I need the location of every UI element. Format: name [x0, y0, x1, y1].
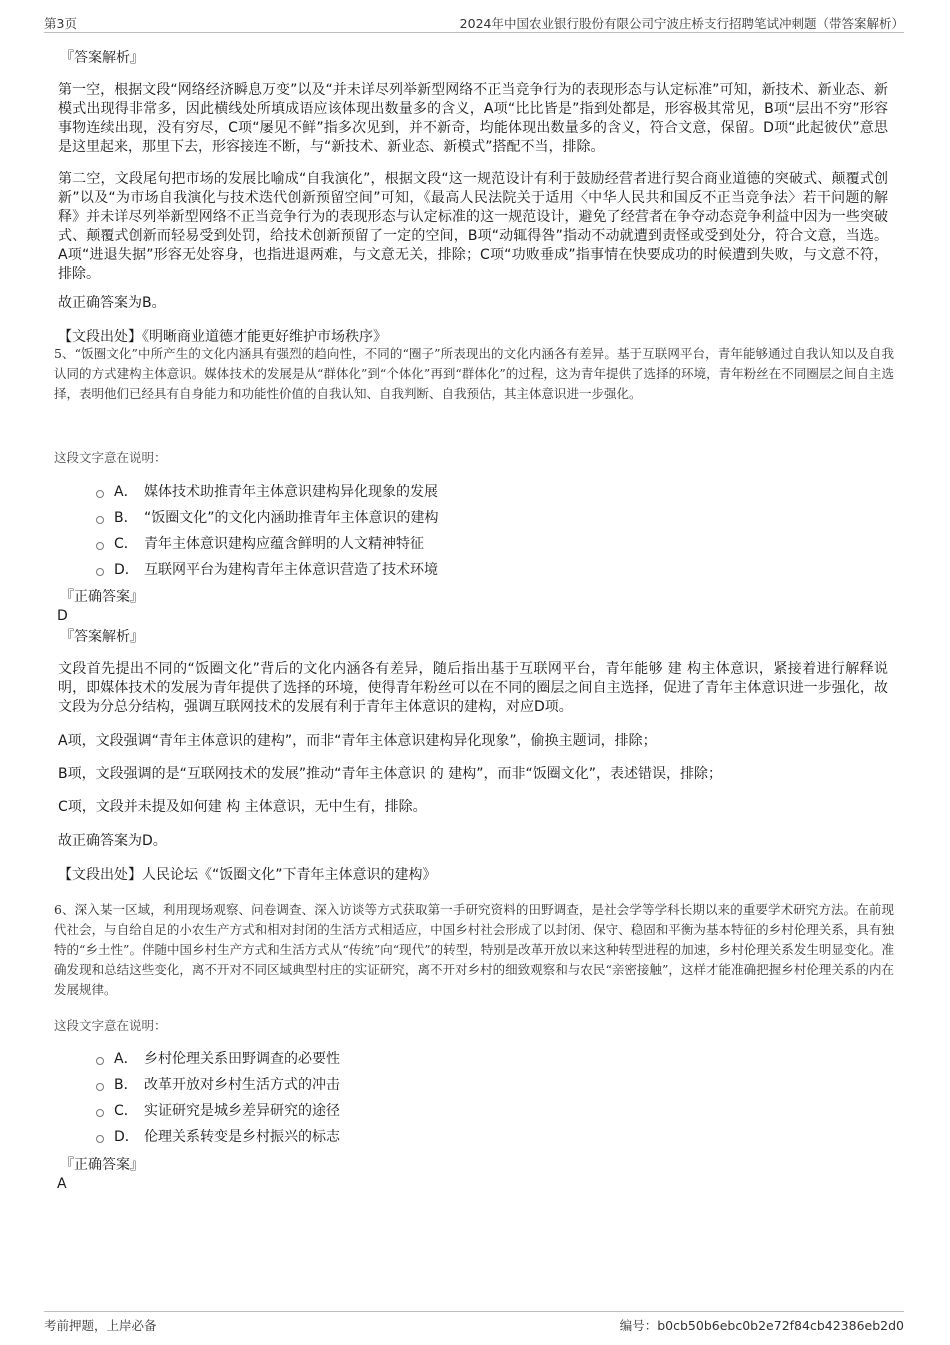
- option-text: 媒体技术助推青年主体意识建构异化现象的发展: [144, 484, 438, 500]
- q5-option-d[interactable]: [96, 559, 438, 581]
- footer-slogan: 考前押题，上岸必备: [44, 1318, 157, 1333]
- q5-prompt: 这段文字意在说明：: [54, 450, 167, 465]
- radio-button[interactable]: [96, 490, 104, 498]
- option-text: 乡村伦理关系田野调查的必要性: [144, 1051, 340, 1067]
- radio-button[interactable]: [96, 568, 104, 576]
- q5-stem: 5、“饭圈文化”中所产生的文化内涵具有强烈的趋向性，不同的“圈子”所表现出的文化内涵各有差异。基于互联网平台，青年能够通过自我认知以及自我认同的方式建构主体意识。媒体技术的发展是从“群体化”到“个体化”再到“群体化”的过程，这为青年提供了选择的环境，青年粉丝在不同圈层之间自主选择，表明他们已经具有自身能力和功能性价值的自我认知、自我判断、自我预估，其主体意识进一步强化。: [54, 346, 894, 401]
- option-letter: A．: [114, 1051, 138, 1067]
- option-text: 实证研究是城乡差异研究的途径: [144, 1103, 340, 1119]
- page-footer: [44, 1311, 904, 1332]
- q4-conclusion: 故正确答案为B。: [58, 295, 166, 311]
- q5-analysis-paragraph-1: 文段首先提出不同的“饭圈文化”背后的文化内涵各有差异，随后指出基于互联网平台，青年能够 建 构主体意识，紧接着进行解释说明，即媒体技术的发展为青年提供了选择的环境，使得青年粉丝可以在不同的圈层之间自主选择，促进了青年主体意识进一步强化，故文段为分总分结构，强调互联网技术的发展有利于青年主体意识的建构，对应D项。: [58, 661, 888, 715]
- q5-analysis-paragraph-3: B项，文段强调的是“互联网技术的发展”推动“青年主体意识 的 建构”，而非“饭圈文化”，表述错误，排除；: [58, 766, 723, 782]
- option-letter: B．: [114, 1077, 138, 1093]
- q5-option-a[interactable]: [96, 481, 438, 503]
- option-letter: B．: [114, 510, 138, 526]
- q6-stem: 6、深入某一区域，利用现场观察、问卷调查、深入访谈等方式获取第一手研究资料的田野调查，是社会学等学科长期以来的重要学术研究方法。在前现代社会，与自给自足的小农生产方式和相对封闭的生活方式相适应，中国乡村社会形成了以封闭、保守、稳固和平衡为基本特征的乡村伦理关系，具有独特的“乡土性”。伴随中国乡村生产方式和生活方式从“传统”向“现代”的转型，特别是改革开放以来这种转型进程的加速，乡村伦理关系发生明显变化。准确发现和总结这些变化，离不开对不同区域典型村庄的实证研究，离不开对乡村的细致观察和与农民“亲密接触”，这样才能准确把握乡村伦理关系的内在发展规律。: [54, 902, 894, 997]
- q4-source: 【文段出处】《明晰商业道德才能更好维护市场秩序》: [58, 329, 387, 345]
- option-letter: C．: [114, 1103, 138, 1119]
- q6-option-c[interactable]: [96, 1100, 340, 1122]
- q6-option-a[interactable]: [96, 1048, 340, 1070]
- q5-conclusion: 故正确答案为D。: [58, 833, 167, 849]
- q6-prompt: 这段文字意在说明：: [54, 1018, 167, 1033]
- q5-analysis-paragraph-4: C项，文段并未提及如何建 构 主体意识，无中生有，排除。: [58, 799, 427, 815]
- q4-analysis-paragraph-1: 第一空，根据文段“网络经济瞬息万变”以及“并未详尽列举新型网络不正当竞争行为的表现形态与认定标准”可知，新技术、新业态、新模式出现得非常多，因此横线处所填成语应该体现出数量多的含义，A项“比比皆是”指到处都是，形容极其常见，B项“层出不穷”形容事物连续出现，没有穷尽，C项“屡见不鲜”指多次见到，并不新奇，均能体现出数量多的含义，符合文意，保留。D项“此起彼伏”意思是这里起来，那里下去，形容接连不断，与“新技术、新业态、新模式”搭配不当，排除。: [58, 82, 888, 155]
- radio-button[interactable]: [96, 1057, 104, 1065]
- page-header: [44, 14, 904, 33]
- radio-button[interactable]: [96, 1135, 104, 1143]
- q4-analysis-label: 『答案解析』: [60, 50, 144, 66]
- option-letter: C．: [114, 536, 138, 552]
- q5-option-c[interactable]: [96, 533, 424, 555]
- option-text: 青年主体意识建构应蕴含鲜明的人文精神特征: [144, 536, 424, 552]
- document-title: 2024年中国农业银行股份有限公司宁波庄桥支行招聘笔试冲刺题（带答案解析）: [459, 16, 904, 31]
- radio-button[interactable]: [96, 542, 104, 550]
- option-text: 伦理关系转变是乡村振兴的标志: [144, 1129, 340, 1145]
- radio-button[interactable]: [96, 1083, 104, 1091]
- q6-option-d[interactable]: [96, 1126, 340, 1148]
- option-text: 改革开放对乡村生活方式的冲击: [144, 1077, 340, 1093]
- option-text: “饭圈文化”的文化内涵助推青年主体意识的建构: [144, 510, 439, 526]
- q6-answer: A: [57, 1176, 67, 1192]
- q5-analysis-paragraph-2: A项，文段强调“青年主体意识的建构”，而非“青年主体意识建构异化现象”，偷换主题词，排除；: [58, 733, 657, 749]
- option-text: 互联网平台为建构青年主体意识营造了技术环境: [144, 562, 438, 578]
- q5-analysis-label: 『答案解析』: [60, 629, 144, 645]
- q6-option-b[interactable]: [96, 1074, 340, 1096]
- q4-analysis-paragraph-2: 第二空，文段尾句把市场的发展比喻成“自我演化”，根据文段“这一规范设计有利于鼓励经营者进行契合商业道德的突破式、颠覆式创新”以及“为市场自我演化与技术迭代创新预留空间”可知，《最高人民法院关于适用〈中华人民共和国反不正当竞争法〉若干问题的解释》并未详尽列举新型网络不正当竞争行为的表现形态与认定标准的这一规范设计，避免了经营者在争夺动态竞争利益中因为一些突破式、颠覆式创新而轻易受到处罚，给技术创新预留了一定的空间，B项“动辄得咎”指动不动就遭到责怪或受到处分，符合文意，当选。A项“进退失据”形容无处容身，也指进退两难，与文意无关，排除；C项“功败垂成”指事情在快要成功的时候遭到失败，与文意不符，排除。: [58, 171, 888, 282]
- q5-answer: D: [57, 608, 68, 624]
- q5-option-b[interactable]: [96, 507, 439, 529]
- document-id: 编号：b0cb50b6ebc0b2e72f84cb42386eb2d0: [619, 1318, 904, 1333]
- q5-source: 【文段出处】人民论坛《“饭圈文化”下青年主体意识的建构》: [58, 867, 437, 883]
- q6-answer-label: 『正确答案』: [60, 1157, 144, 1173]
- option-letter: D．: [114, 1129, 139, 1145]
- option-letter: A．: [114, 484, 138, 500]
- page-number: 第3页: [44, 16, 77, 31]
- radio-button[interactable]: [96, 516, 104, 524]
- q5-answer-label: 『正确答案』: [60, 589, 144, 605]
- option-letter: D．: [114, 562, 139, 578]
- radio-button[interactable]: [96, 1109, 104, 1117]
